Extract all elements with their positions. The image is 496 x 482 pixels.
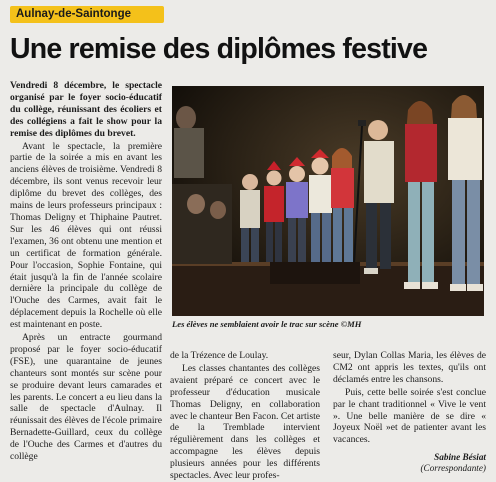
article-column-1 bbox=[10, 80, 162, 463]
photo-caption: Les élèves ne semblaient avoir le trac sur scène ©MH bbox=[172, 319, 362, 329]
article-column-2 bbox=[170, 350, 320, 482]
paragraph: Avant le spectacle, la première partie de la soirée a mis en avant les anciens élèves de troisième. Vendredi 8 décembre, ils sont venus recevoir leur diplôme du brevet des collèges, des mains de leurs professeurs principaux : Thomas Deligny et Thiphaine Pautret. Sur les 46 élèves qui ont réussi l'examen, 36 ont obtenu une mention et un certificat de formation générale. Pour l'occasion, Sophie Fontaine, qui était jusqu'à la fin de l'année scolaire dernière la principale du collège de l'Ouche des Carmes, avait fait le déplacement depuis la Rochelle où elle est maintenant en poste. bbox=[10, 140, 162, 331]
section-tag: Aulnay-de-Saintonge bbox=[10, 6, 164, 23]
author-role: (Correspondante) bbox=[420, 463, 486, 473]
author-name: Sabine Bésiat bbox=[434, 452, 486, 462]
byline bbox=[333, 452, 486, 474]
paragraph-continued: de la Trézence de Loulay. bbox=[170, 350, 269, 361]
concert-stage-photo bbox=[172, 86, 484, 316]
article-photo bbox=[172, 86, 484, 316]
headline: Une remise des diplômes festive bbox=[10, 33, 428, 65]
paragraph: Après un entracte gourmand proposé par le foyer socio-éducatif (FSE), une quarantaine de jeunes chanteurs sont montés sur scène pour se produire devant leurs camarades et les parents. Le concert a eu lieu dans la salle de spectacle d'Aulnay. Il réunissait des élèves de l'école primaire Bernadette-Guillard, ceux du collège de l'Ouche des Carmes et d'autres du collège bbox=[10, 332, 162, 463]
article-column-3 bbox=[333, 350, 486, 446]
paragraph-continued: seur, Dylan Collas Maria, les élèves de CM2 ont appris les textes, qu'ils ont déclamés entre les chansons. bbox=[333, 350, 486, 385]
lede: Vendredi 8 décembre, le spectacle organisé par le foyer socio-éducatif du collège, réunissant des écoliers et des collégiens a fait le show pour la remise des diplômes du brevet. bbox=[10, 80, 162, 139]
paragraph: Les classes chantantes des collèges avaient préparé ce concert avec le professeur d'éducation musicale Thomas Deligny, en collaboration avec le chanteur Ben Facon. Cet artiste de la Tremblade intervient régulièrement dans les collèges et accompagne les élèves depuis plusieurs années pour les différents spectacles. Avec leur profes- bbox=[170, 362, 320, 482]
paragraph: Puis, cette belle soirée s'est conclue par le chant traditionnel « Vive le vent ». Une belle manière de se dire « Joyeux Noël »et de patienter avant les vacances. bbox=[333, 386, 486, 446]
